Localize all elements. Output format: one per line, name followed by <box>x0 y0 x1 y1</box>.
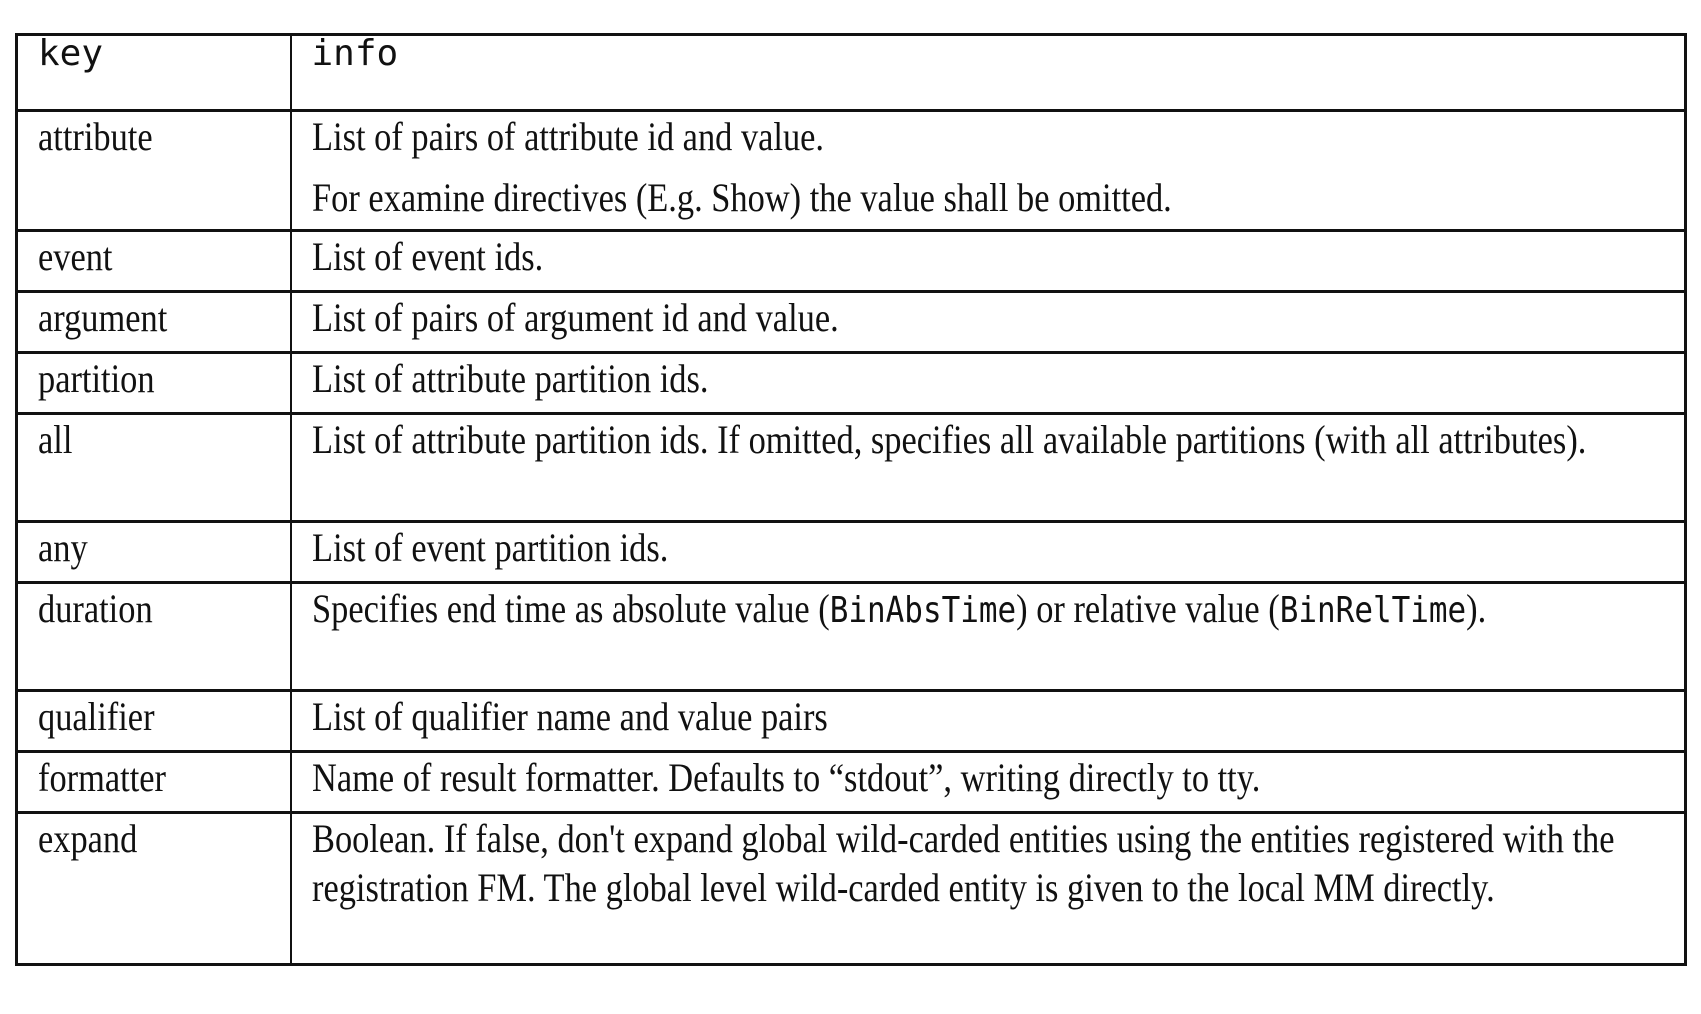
table-row <box>17 292 1686 353</box>
table-row <box>17 752 1686 813</box>
row-key: expand <box>38 816 138 861</box>
row-key: formatter <box>38 755 166 800</box>
row-info: List of attribute partition ids. If omitted, specifies all available partitions (with all attributes). <box>311 417 1586 462</box>
row-info: List of pairs of attribute id and value. <box>311 114 824 159</box>
row-key: qualifier <box>38 694 155 739</box>
table-row <box>17 231 1686 292</box>
row-info: List of pairs of argument id and value. <box>311 295 839 340</box>
row-info: Specifies end time as absolute value (BinAbsTime) or relative value (BinRelTime). <box>311 586 1486 631</box>
row-key: partition <box>38 356 155 401</box>
row-key: argument <box>38 295 168 340</box>
header-key: key <box>17 35 291 111</box>
table-row <box>17 691 1686 752</box>
row-info: List of event ids. <box>311 234 543 279</box>
row-key: event <box>38 234 113 279</box>
table-row <box>17 414 1686 522</box>
header-info: info <box>291 35 1686 111</box>
key-info-table <box>15 33 1687 966</box>
table-row <box>17 813 1686 965</box>
row-info: Name of result formatter. Defaults to “stdout”, writing directly to tty. <box>311 755 1260 800</box>
table-row <box>17 353 1686 414</box>
table-row <box>17 583 1686 691</box>
row-info: For examine directives (E.g. Show) the value shall be omitted. <box>311 175 1172 220</box>
table-row <box>17 111 1686 231</box>
row-info: List of event partition ids. <box>311 525 668 570</box>
row-info: List of attribute partition ids. <box>311 356 709 401</box>
table-header-row <box>17 35 1686 111</box>
table-row <box>17 522 1686 583</box>
code-binabstime: BinAbsTime <box>829 590 1016 631</box>
row-key: any <box>38 525 88 570</box>
code-binreltime: BinRelTime <box>1279 590 1466 631</box>
row-key: all <box>38 417 73 462</box>
row-key: duration <box>38 586 153 631</box>
row-info: List of qualifier name and value pairs <box>311 694 828 739</box>
row-key: attribute <box>38 114 153 159</box>
row-info: Boolean. If false, don't expand global wild-carded entities using the entities registered with the registration FM. The global level wild-carded entity is given to the local MM directly. <box>311 816 1615 910</box>
